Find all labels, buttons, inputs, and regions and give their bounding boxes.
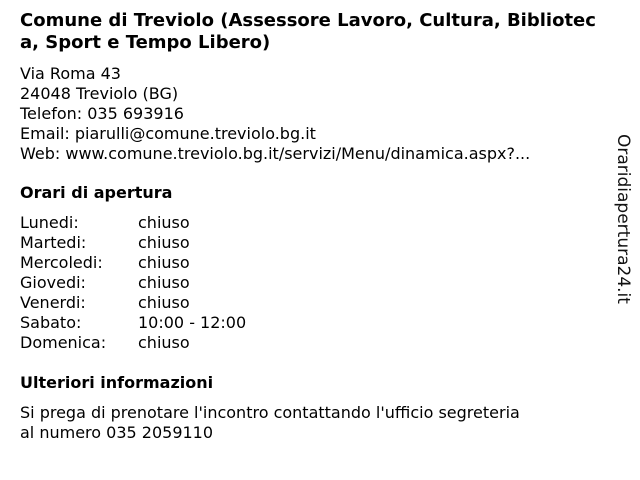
day-label: Venerdi: [20,293,86,312]
day-label: Sabato: [20,313,82,332]
day-hours: chiuso [138,333,190,352]
day-hours: chiuso [138,213,190,232]
day-hours: chiuso [138,273,190,292]
day-label: Giovedi: [20,273,86,292]
watermark-text: Oraridiapertura24.it [613,134,633,304]
day-hours: chiuso [138,293,190,312]
day-label: Martedi: [20,233,87,252]
day-label: Mercoledi: [20,253,103,272]
email-line[interactable]: Email: piarulli@comune.treviolo.bg.it [20,124,316,143]
info-heading: Ulteriori informazioni [20,373,214,392]
day-hours: 10:00 - 12:00 [138,313,247,332]
address-line: Via Roma 43 [20,64,121,83]
day-label: Domenica: [20,333,107,352]
watermark [612,134,634,310]
info-text: Si prega di prenotare l'incontro contattando l'ufficio segreteria al numero 035 2059110 [20,403,520,442]
day-label: Lunedi: [20,213,79,232]
hours-heading: Orari di apertura [20,183,173,202]
page-title: Comune di Treviolo (Assessore Lavoro, Cultura, Biblioteca, Sport e Tempo Libero) [20,10,596,53]
contact-block [20,64,600,164]
city-line: 24048 Treviolo (BG) [20,84,179,103]
phone-line[interactable]: Telefon: 035 693916 [20,104,184,123]
web-line[interactable]: Web: www.comune.treviolo.bg.it/servizi/Menu/dinamica.aspx?... [20,144,531,163]
day-hours: chiuso [138,233,190,252]
day-hours: chiuso [138,253,190,272]
